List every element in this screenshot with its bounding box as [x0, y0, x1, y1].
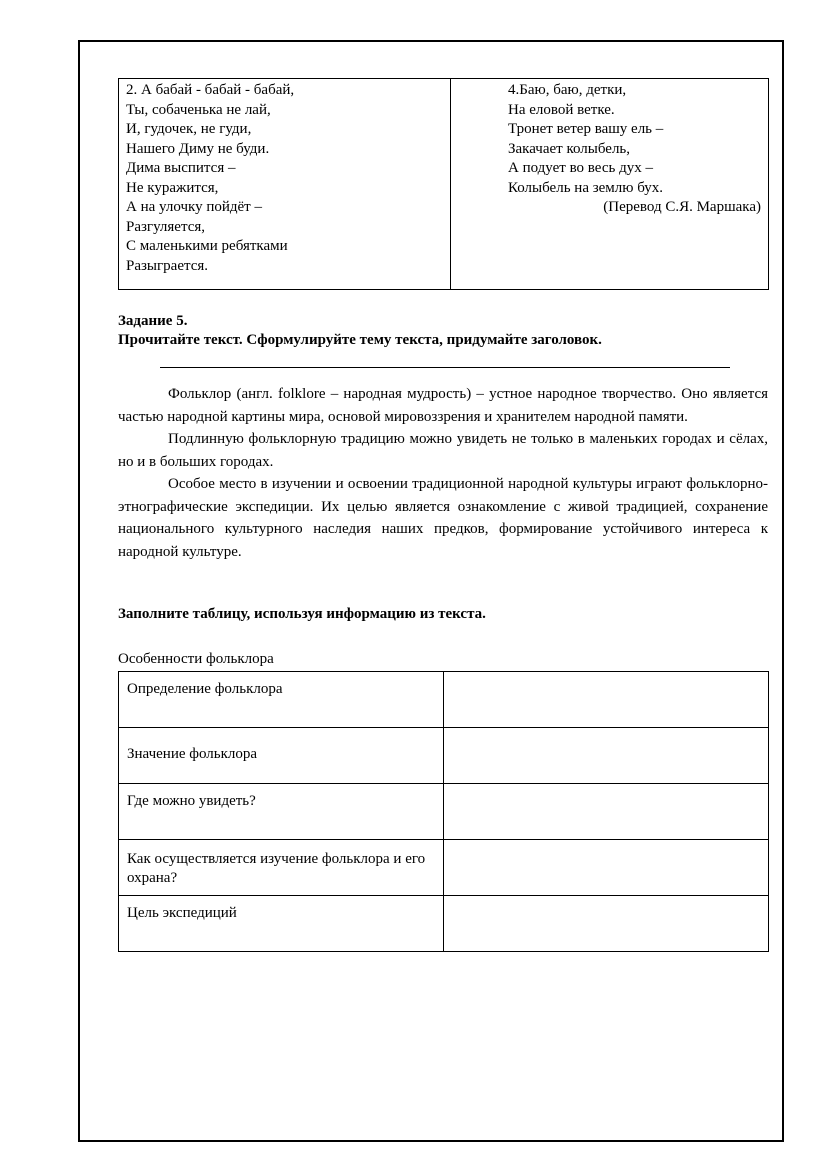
reading-text — [118, 383, 768, 563]
task-instruction: Прочитайте текст. Сформулируйте тему текста, придумайте заголовок. — [118, 332, 602, 348]
poem-line: С маленькими ребятками — [126, 238, 288, 254]
translator-credit: (Перевод С.Я. Маршака) — [603, 199, 761, 215]
poem-line: Разыграется. — [126, 257, 209, 274]
text-paragraph: Фольклор (англ. folklore – народная мудрость) – устное народное творчество. Оно является частью народной картины мира, основой мировоззрения и хранителем народной памяти. — [118, 386, 768, 425]
text-paragraph: Особое место в изучении и освоении традиционной народной культуры играют фольклорно-этнографические экспедиции. Их целью является ознакомление с живой традицией, сохранение национального культурного наследия наших предков, формирование устойчивого интереса к народной культуре. — [118, 476, 768, 560]
poem-line: Тронет ветер вашу ель – — [508, 121, 664, 137]
poem-line: На еловой ветке. — [508, 101, 615, 118]
poem-line: Дима выспится – — [126, 160, 236, 176]
poem-line: А подует во весь дух – — [508, 160, 653, 176]
poem-line: Нашего Диму не буди. — [126, 140, 270, 157]
poem-line: Закачает колыбель, — [508, 140, 631, 157]
poem-line: 2. А бабай - бабай - бабай, — [126, 82, 295, 98]
poem-line: Колыбель на землю бух. — [508, 179, 664, 196]
row-label: Значение фольклора — [119, 728, 444, 784]
fill-instruction: Заполните таблицу, используя информацию из текста. — [118, 606, 486, 622]
poem-table — [118, 78, 769, 290]
text-paragraph: Подлинную фольклорную традицию можно увидеть не только в маленьких городах и сёлах, но и в больших городах. — [118, 431, 768, 470]
poem-line: 4.Баю, баю, детки, — [508, 82, 627, 98]
table-caption: Особенности фольклора — [118, 651, 274, 667]
poem-line: Разгуляется, — [126, 218, 206, 235]
answer-cell[interactable] — [444, 784, 769, 840]
answer-cell[interactable] — [444, 672, 769, 728]
poem-line: А на улочку пойдёт – — [126, 199, 262, 215]
features-table — [118, 671, 769, 952]
poem-line: Ты, собаченька не лай, — [126, 101, 271, 118]
answer-cell[interactable] — [444, 840, 769, 896]
task-title: Задание 5. — [118, 313, 188, 329]
answer-cell[interactable] — [444, 728, 769, 784]
poem-left-cell — [119, 79, 451, 290]
row-label: Цель экспедиций — [119, 896, 444, 952]
answer-cell[interactable] — [444, 896, 769, 952]
poem-right-cell — [451, 79, 769, 290]
row-label: Как осуществляется изучение фольклора и его охрана? — [119, 840, 444, 896]
row-label: Где можно увидеть? — [119, 784, 444, 840]
title-answer-line[interactable] — [160, 367, 730, 368]
poem-line: Не куражится, — [126, 179, 219, 196]
poem-line: И, гудочек, не гуди, — [126, 121, 252, 137]
row-label: Определение фольклора — [119, 672, 444, 728]
